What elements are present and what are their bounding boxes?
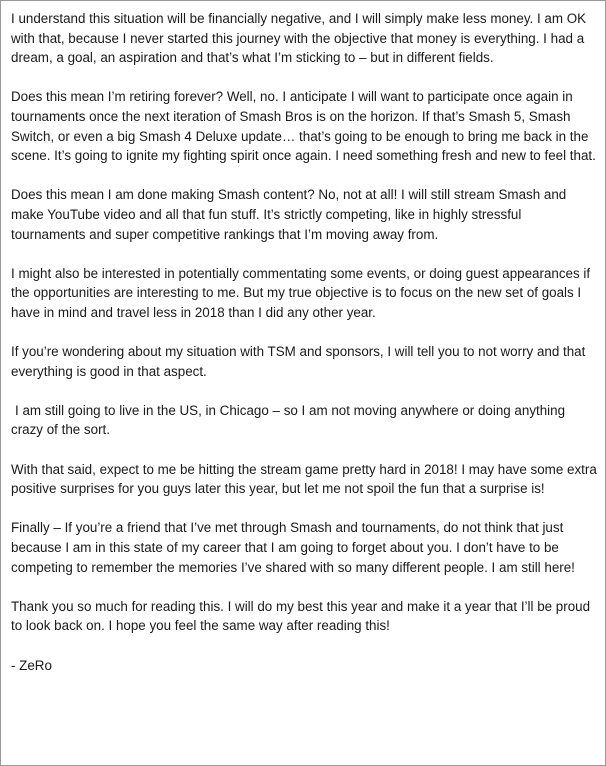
paragraph-commentating: I might also be interested in potentially commentating some events, or doing guest appearances if the opportunities are interesting to me. But my true objective is to focus on the new set of goals I have in mind and travel less in 2018 than I did any other year. [11,265,591,320]
paragraph-stream: With that said, expect to me be hitting the stream game pretty hard in 2018! I may have some extra positive surprises for you guys later this year, but let me not spoil the fun that a surprise is! [11,461,597,497]
paragraph-content: Does this mean I am done making Smash content? No, not at all! I will still stream Smash and make YouTube video and all that fun stuff. It’s strictly competing, like in highly stressful tournaments and super competitive rankings that I’m moving away from. [11,187,567,242]
letter-body [11,9,597,675]
paragraph-location: I am still going to live in the US, in Chicago – so I am not moving anywhere or doing anything crazy of the sort. [11,402,566,438]
paragraph-retiring: Does this mean I’m retiring forever? Well, no. I anticipate I will want to participate once again in tournaments once the next iteration of Smash Bros is on the horizon. If that’s Smash 5, Smash Switch, or even a big Smash 4 Deluxe update… that’s going to be enough to bring me back in the scene. It’s going to ignite my fighting spirit once again. I need something fresh and new to feel that. [11,89,596,164]
paragraph-sponsors: If you’re wondering about my situation with TSM and sponsors, I will tell you to not worry and that everything is good in that aspect. [11,344,586,379]
paragraph-friends: Finally – If you’re a friend that I’ve met through Smash and tournaments, do not think that just because I am in this state of my career that I am going to forget about you. I don’t have to be competing to remember the memories I’ve shared with so many different people. I am still here! [11,520,575,575]
signature: - ZeRo [11,657,52,673]
paragraph-thanks: Thank you so much for reading this. I will do my best this year and make it a year that I’ll be proud to look back on. I hope you feel the same way after reading this! [11,598,591,634]
paragraph-finances: I understand this situation will be financially negative, and I will simply make less money. I am OK with that, because I never started this journey with the objective that money is everything. I had a dream, a goal, an aspiration and that’s what I’m sticking to – but in different fields. [11,11,587,66]
